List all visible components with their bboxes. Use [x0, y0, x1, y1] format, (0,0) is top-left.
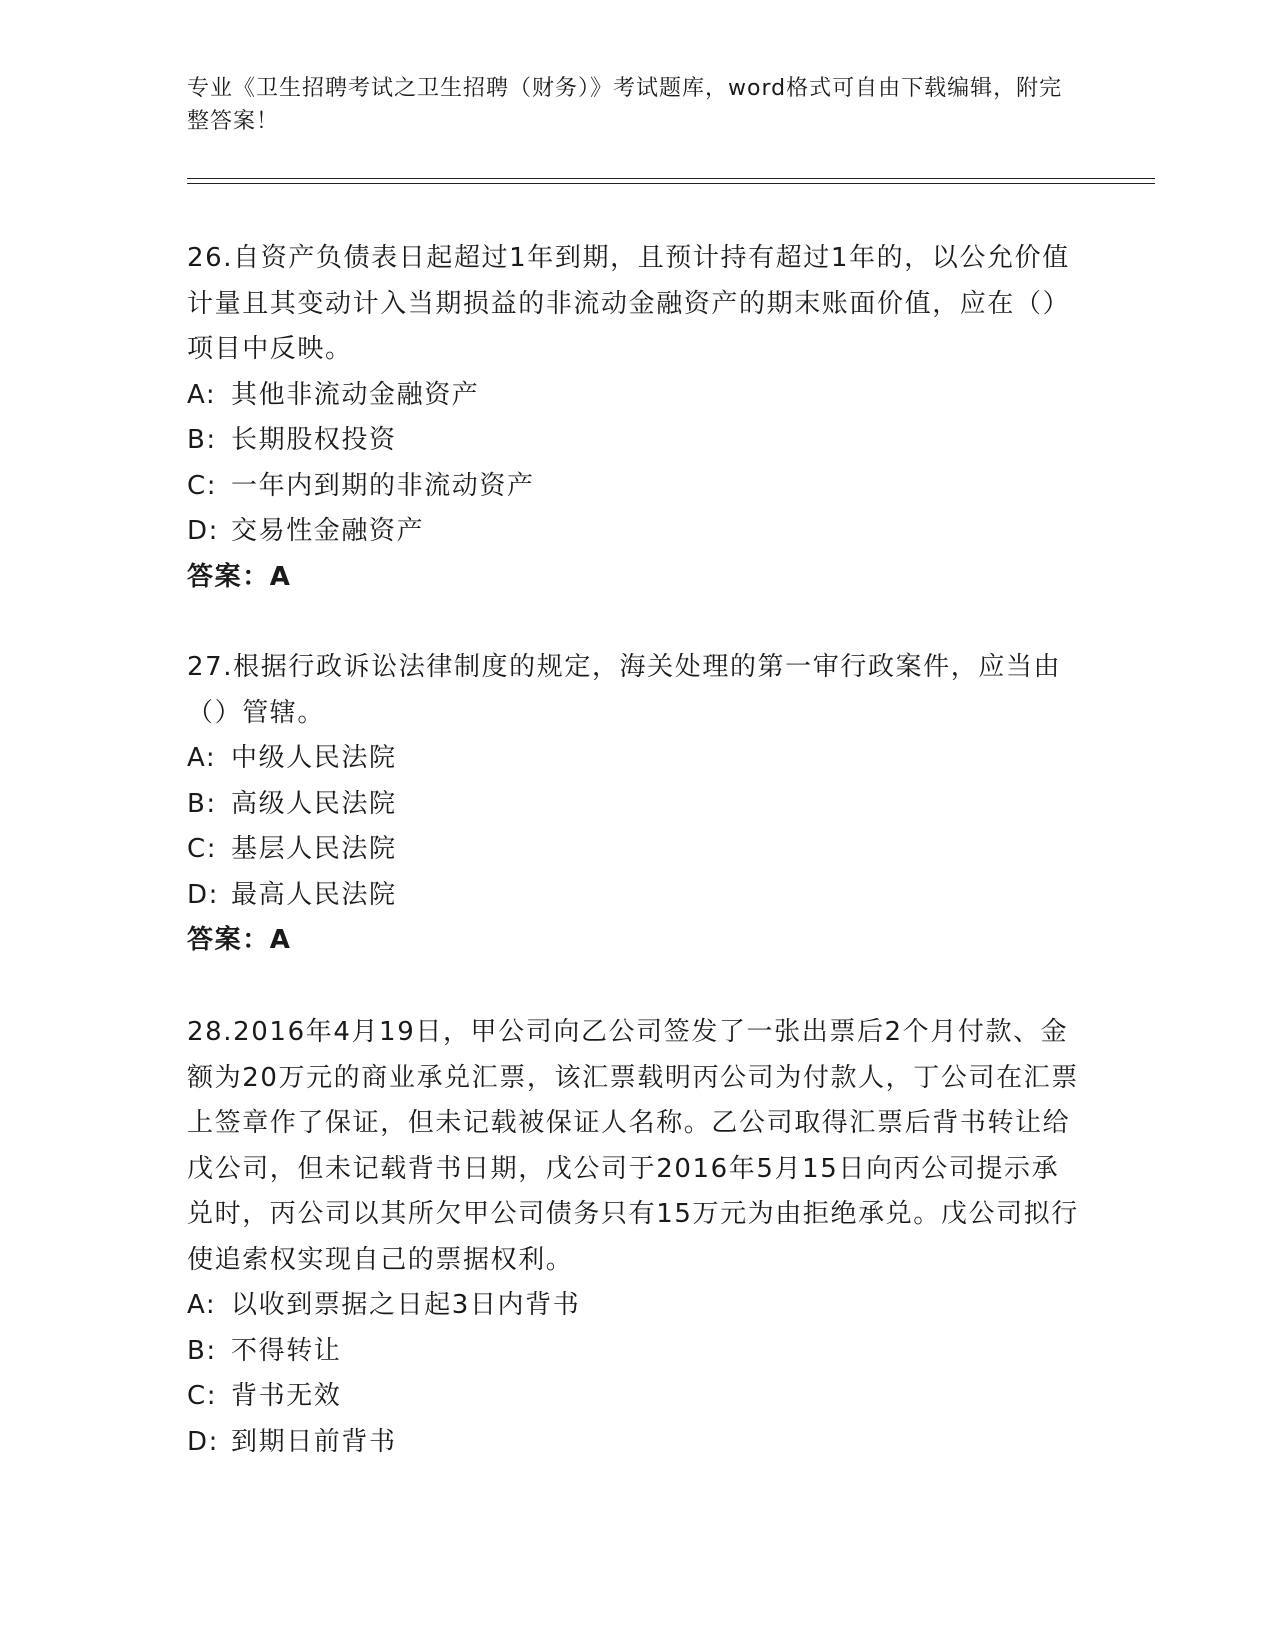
answer-line: 答案：A [187, 561, 292, 592]
option-d [187, 509, 1082, 555]
header-divider-bottom [187, 183, 1155, 184]
option-text: 中级人民法院 [231, 743, 397, 773]
option-text: 高级人民法院 [231, 788, 397, 819]
option-b [187, 418, 1082, 464]
option-text: 其他非流动金融资产 [231, 379, 480, 410]
option-text: 交易性金融资产 [231, 516, 425, 546]
option-d [187, 1420, 1082, 1466]
option-c [187, 1374, 1082, 1420]
option-c [187, 464, 1082, 510]
option-text: 到期日前背书 [231, 1426, 397, 1457]
option-letter: B: [187, 425, 217, 455]
question-28 [187, 1010, 1082, 1465]
question-27 [187, 645, 1082, 964]
option-text: 长期股权投资 [231, 425, 397, 455]
option-a [187, 1283, 1082, 1329]
option-b [187, 782, 1082, 828]
option-text: 一年内到期的非流动资产 [231, 470, 535, 501]
option-letter: B: [187, 788, 217, 819]
option-letter: C: [187, 834, 218, 864]
option-letter: C: [187, 1381, 218, 1411]
question-stem: 28.2016年4月19日，甲公司向乙公司签发了一张出票后2个月付款、金额为20万元的商业承兑汇票，该汇票载明丙公司为付款人，丁公司在汇票上签章作了保证，但未记载被保证人名称。乙公司取得汇票后背书转让给戊公司，但未记载背书日期，戊公司于2016年5月15日向丙公司提示承兑时，丙公司以其所欠甲公司债务只有15万元为由拒绝承兑。戊公司拟行使追索权实现自己的票据权利。 [187, 1017, 1079, 1275]
option-letter: A: [187, 379, 217, 410]
option-text: 背书无效 [231, 1381, 342, 1411]
question-26 [187, 236, 1082, 600]
option-b [187, 1329, 1082, 1375]
option-c [187, 827, 1082, 873]
option-letter: D: [187, 516, 219, 546]
option-text: 不得转让 [231, 1335, 342, 1366]
document-header: 专业《卫生招聘考试之卫生招聘（财务）》考试题库，word格式可自由下载编辑，附完整答案！ [187, 76, 1063, 134]
question-stem: 27.根据行政诉讼法律制度的规定，海关处理的第一审行政案件，应当由（）管辖。 [187, 652, 1062, 728]
header-divider-top [187, 178, 1155, 179]
option-letter: A: [187, 1290, 217, 1320]
option-letter: D: [187, 1426, 219, 1457]
option-a [187, 373, 1082, 419]
option-text: 基层人民法院 [231, 834, 397, 864]
answer-line: 答案：A [187, 925, 292, 955]
option-letter: D: [187, 879, 219, 910]
option-text: 最高人民法院 [231, 879, 397, 910]
option-text: 以收到票据之日起3日内背书 [231, 1290, 581, 1320]
question-stem: 26.自资产负债表日起超过1年到期，且预计持有超过1年的，以公允价值计量且其变动计入当期损益的非流动金融资产的期末账面价值，应在（）项目中反映。 [187, 243, 1071, 364]
option-d [187, 873, 1082, 919]
option-letter: C: [187, 470, 218, 501]
option-a [187, 736, 1082, 782]
option-letter: A: [187, 743, 217, 773]
option-letter: B: [187, 1335, 217, 1366]
